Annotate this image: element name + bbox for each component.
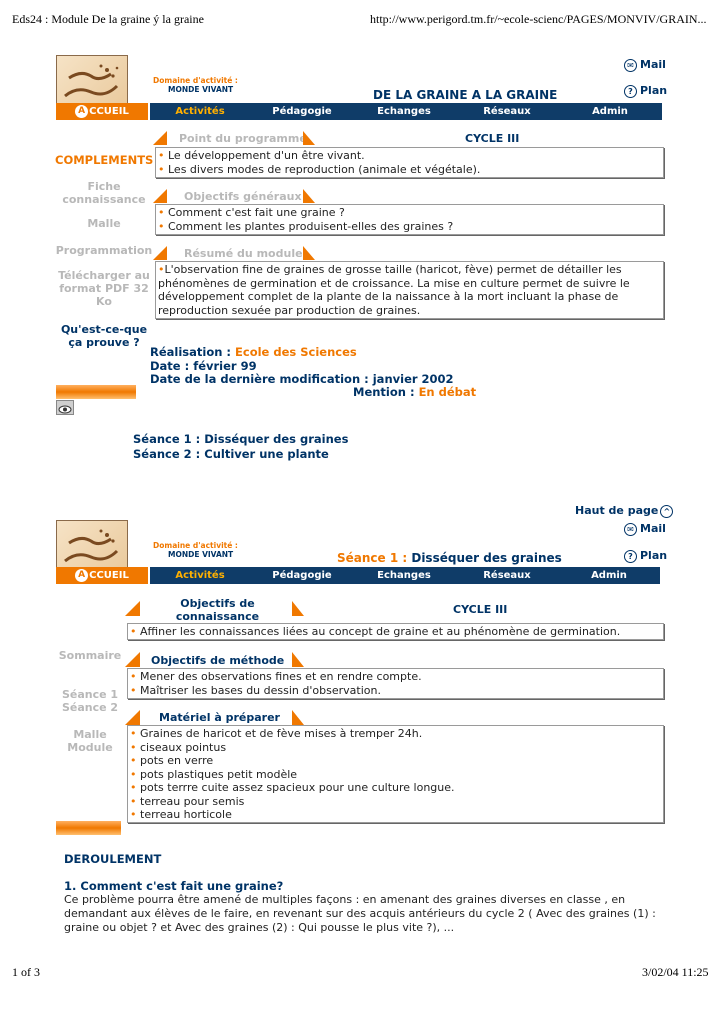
list-item: • Maîtriser les bases du dessin d'observation. [130,683,381,697]
mail-icon: ✉ [624,523,637,536]
tab-obj-connaissance: Objectifs de connaissance [175,597,260,623]
tab-corner-right [303,189,315,203]
obj-methode-box [127,668,664,699]
nav-activites[interactable]: Activités [175,106,225,117]
seance-link-2[interactable]: Séance 2 : Cultiver une plante [133,447,329,461]
plan-link-2[interactable]: ? Plan [624,549,667,563]
seance-title: Séance 1 : Disséquer des graines [337,551,562,565]
page-title: DE LA GRAINE A LA GRAINE [373,88,558,102]
help-icon: ? [624,550,637,563]
domain-value: MONDE VIVANT [168,550,234,559]
sidebar-telecharger[interactable]: Télécharger au format PDF 32 Ko [58,269,150,308]
tab-corner-left [153,131,167,145]
materiel-box [127,725,664,823]
nav-pedagogie[interactable]: Pédagogie [272,106,332,117]
list-item: • ciseaux pointus [130,740,227,754]
nav-reseaux[interactable]: Réseaux [483,106,531,117]
mail-icon: ✉ [624,59,637,72]
list-item: • Comment les plantes produisent-elles des graines ? [158,219,454,233]
programme-box [155,147,664,178]
tab-point-programme: Point du programme [179,132,307,145]
tab-corner-right [303,246,315,260]
resume-box: •L'observation fine de graines de grosse taille (haricot, fève) permet de détailler les phénomènes de germination et de croissance. La mise en culture permet de suivre le développement complet de la plante de la naissance à la mort incluant la phase de reproduction sexuée par production de graines. [155,261,664,319]
domain-value: MONDE VIVANT [168,85,234,94]
nav-echanges[interactable]: Echanges [377,570,431,581]
deroulement-heading: DEROULEMENT [64,852,162,866]
list-item: • Mener des observations fines et en rendre compte. [130,670,422,683]
sidebar-complements[interactable]: COMPLEMENTS [55,153,154,167]
tab-resume: Résumé du module [184,247,303,260]
sidebar-seance1[interactable]: Séance 1 [61,688,119,701]
list-item: • Comment c'est fait une graine ? [158,206,345,219]
tab-corner-left [125,601,140,616]
list-item: • terreau pour semis [130,794,245,808]
obj-connaissance-box [127,623,664,640]
home-icon: A [75,105,88,118]
cycle-label: CYCLE III [453,603,508,616]
chevron-up-icon: ^ [660,505,673,518]
accueil-button[interactable]: A CCUEIL [56,567,148,584]
objectifs-box [155,204,664,235]
date-modification: Date de la dernière modification : janvier 2002 [150,372,454,386]
domain-label: Domaine d'activité : [153,541,238,550]
list-item: • terreau horticole [130,808,232,821]
nav-reseaux[interactable]: Réseaux [483,570,531,581]
seance-link-1[interactable]: Séance 1 : Disséquer des graines [133,432,349,446]
orange-divider [56,821,121,835]
sidebar-programmation[interactable]: Programmation [55,244,153,257]
main-toolbar [56,103,662,120]
list-item: • pots plastiques petit modèle [130,767,298,781]
tab-corner-left [125,710,140,725]
sidebar-fiche[interactable]: Fiche connaissance [62,180,146,206]
nav-admin[interactable]: Admin [592,106,628,117]
orange-divider [56,385,136,399]
domain-label: Domaine d'activité : [153,76,238,85]
accueil-button[interactable]: A CCUEIL [56,103,148,120]
realisation: Réalisation : Ecole des Sciences [150,345,357,359]
main-toolbar [56,567,660,584]
eye-icon[interactable] [56,400,74,415]
nav-pedagogie[interactable]: Pédagogie [272,570,332,581]
nav-echanges[interactable]: Echanges [377,106,431,117]
question-1-text: Ce problème pourra être amené de multiples façons : en amenant des graines diverses en classe , en demandant aux élèves de le faire, en revenant sur des acquis antérieurs du cycle 2 ( Avec des graines (1) : graine ou objet ? et Avec des graines (2) : Qui pousse le plus vite ?), ... [64,893,656,934]
mention: Mention : En débat [353,385,477,399]
nav-admin[interactable]: Admin [591,570,627,581]
list-item: • Le développement d'un être vivant. [158,149,365,162]
tab-corner-left [153,246,167,260]
date-creation: Date : février 99 [150,359,257,373]
plan-link[interactable]: ? Plan [624,84,667,98]
tab-corner-right [292,652,304,667]
list-item: • Les divers modes de reproduction (animale et végétale). [158,162,481,176]
question-1: 1. Comment c'est fait une graine? [64,879,284,893]
tab-obj-methode: Objectifs de méthode [151,654,285,667]
list-item: • Affiner les connaissances liées au concept de graine et au phénomène de germination. [130,625,621,638]
sidebar-malle[interactable]: Malle [87,217,121,230]
tab-corner-right [303,131,315,145]
tab-corner-right [292,710,304,725]
tab-corner-left [153,189,167,203]
help-icon: ? [624,85,637,98]
print-footer-date: 3/02/04 11:25 [642,965,709,979]
sidebar-seance2[interactable]: Séance 2 [61,701,119,714]
print-header-title: Eds24 : Module De la graine ý la graine [12,12,204,26]
sidebar-module[interactable]: Module [67,741,113,754]
mail-link[interactable]: ✉ Mail [624,58,666,72]
nav-activites[interactable]: Activités [175,570,225,581]
list-item: • Graines de haricot et de fève mises à tremper 24h. [130,727,423,740]
haut-de-page-link[interactable]: Haut de page ^ [575,504,673,518]
cycle-label: CYCLE III [465,132,520,145]
tab-corner-right [292,601,304,616]
tab-corner-left [125,652,140,667]
sidebar-malle[interactable]: Malle [73,728,107,741]
tab-objectifs-generaux: Objectifs généraux [184,190,302,203]
mail-link-2[interactable]: ✉ Mail [624,522,666,536]
home-icon: A [75,569,88,582]
realisation-link[interactable]: Ecole des Sciences [235,345,357,359]
sidebar-prouve[interactable]: Qu'est-ce-que ça prouve ? [60,323,148,349]
print-header-url: http://www.perigord.tm.fr/~ecole-scienc/PAGES/MONVIV/GRAIN... [370,12,707,26]
resume-text: L'observation fine de graines de grosse taille (haricot, fève) permet de détailler les phénomènes de germination et de croissance. La mise en culture permet de suivre le développement complet de la plante de la naissance à la mort incluant la phase de reproduction sexuée par production de graines. [158,263,630,317]
list-item: • pots en verre [130,754,214,767]
print-footer-page: 1 of 3 [12,965,40,979]
tab-materiel: Matériel à préparer [159,711,280,724]
list-item: • pots terrre cuite assez spacieux pour une culture longue. [130,781,455,794]
sidebar-sommaire[interactable]: Sommaire [58,649,122,662]
